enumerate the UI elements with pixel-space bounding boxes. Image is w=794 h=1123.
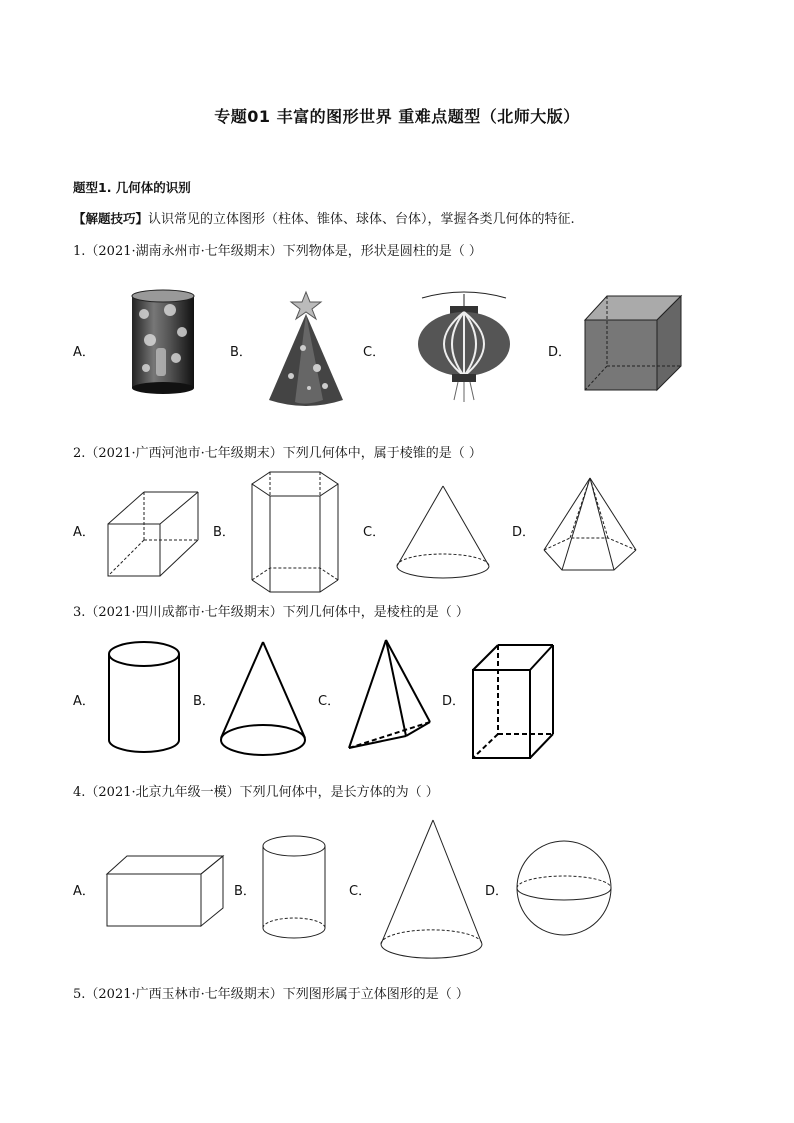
question-4-text: 4.（2021·北京九年级一模）下列几何体中，是长方体的为（ ） (73, 785, 439, 800)
q3-option-c-label: C． (318, 694, 341, 709)
q1-photo-cylinder-tin (130, 288, 198, 398)
q2-option-a-label: A． (73, 525, 95, 540)
q4-sphere (515, 838, 615, 938)
q1-option-d-label: D． (548, 345, 572, 360)
section-heading-text: 题型1. 几何体的识别 (73, 180, 191, 195)
q3-cone (218, 640, 308, 760)
section-heading (73, 178, 191, 196)
q2-option-d-label: D． (512, 525, 536, 540)
solving-tip (73, 208, 575, 227)
question-3-text: 3.（2021·四川成都市·七年级期末）下列几何体中，是棱柱的是（ ） (73, 605, 469, 620)
q1-option-b-label: B． (230, 345, 252, 360)
q1-option-a-label: A． (73, 345, 95, 360)
q3-triangular-pyramid (346, 638, 432, 756)
tip-label: 【解题技巧】 (73, 211, 149, 226)
q3-cylinder (106, 640, 182, 756)
q3-option-d-label: D． (442, 694, 466, 709)
q4-option-b-label: B． (234, 884, 256, 899)
q2-pentagonal-pyramid (542, 476, 640, 576)
q2-hexagonal-prism (250, 470, 342, 596)
q4-cuboid (105, 854, 225, 930)
q4-option-c-label: C． (349, 884, 372, 899)
q2-option-b-label: B． (213, 525, 235, 540)
q1-photo-lantern (412, 290, 516, 402)
tip-text: 认识常见的立体图形（柱体、锥体、球体、台体），掌握各类几何体的特征. (148, 212, 575, 227)
q3-option-a-label: A． (73, 694, 95, 709)
q2-cone (395, 484, 491, 582)
q4-option-d-label: D． (485, 884, 509, 899)
question-1-text: 1.（2021·湖南永州市·七年级期末）下列物体是，形状是圆柱的是（ ） (73, 244, 482, 259)
q4-option-a-label: A． (73, 884, 95, 899)
q2-option-c-label: C． (363, 525, 386, 540)
q1-photo-cone-hat (265, 288, 347, 410)
page-title: 专题01 丰富的图形世界 重难点题型（北师大版） (214, 107, 580, 126)
question-5-text: 5.（2021·广西玉林市·七年级期末）下列图形属于立体图形的是（ ） (73, 987, 469, 1002)
q4-cylinder (260, 834, 328, 944)
q3-option-b-label: B． (193, 694, 215, 709)
q2-oblique-prism (100, 488, 204, 580)
question-2-text: 2.（2021·广西河池市·七年级期末）下列几何体中，属于棱锥的是（ ） (73, 446, 482, 461)
q1-photo-box (585, 294, 685, 394)
q4-cone (378, 818, 484, 962)
q3-rectangular-prism (470, 642, 556, 762)
q1-option-c-label: C． (363, 345, 386, 360)
